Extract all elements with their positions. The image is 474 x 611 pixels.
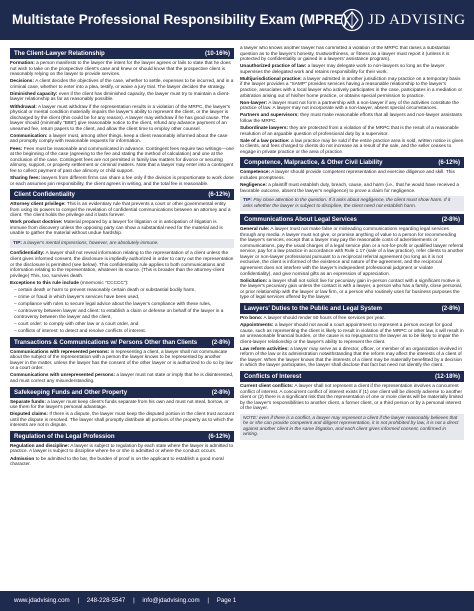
- footer-website[interactable]: www.jdadvising.com: [14, 597, 70, 604]
- rule-paragraph: [10, 202, 234, 219]
- rule-paragraph: [10, 373, 234, 384]
- rule-text: A lawyer should render 50 hours of free services per year.: [263, 315, 385, 321]
- section-header: [240, 214, 464, 225]
- rule-text: they must make reasonable efforts that all lawyers and non-lawyer assistants follow the MRPC.: [240, 113, 462, 124]
- footer-email[interactable]: info@jdadvising.com: [142, 597, 200, 604]
- exception-item: – court order: to comply with other law or a court order, and: [14, 322, 139, 327]
- rule-paragraph: [10, 444, 234, 455]
- rule-text: A lawyer shall not represent a client if the representation involves a concurrent conflict of interest. A concurrent conflict of interest exists if (1) one client will be directly adverse to another client or (2) there is a significant risk that the representation of one or more clients will be materially limited by the lawyer's responsibilities to another client, a former client, or a third person or by a personal interest of the lawyer.: [240, 384, 463, 412]
- rule-text: (mnemonic "CCCCC"):: [80, 280, 129, 286]
- section-weight: (6-12%): [438, 159, 460, 167]
- section-header: [10, 337, 234, 348]
- rule-paragraph: [240, 113, 464, 124]
- logo-mark-icon: [340, 8, 364, 32]
- rule-text: A lawyer must not make false or misleading communications regarding legal services through any media. A lawyer must not give, or promise anything of value to a person for recommending the lawyer's services, except that a lawyer may pay the reasonable costs of advertisements or communications, pay the usual charges of a legal service plan or a not-for-profit or qualified lawyer referral service, pay for a law practice in accordance with Rule 1.17 (sale of a law practice), refer clients to another lawyer or non-lawyer professional pursuant to a reciprocal referral agreement (so long as it is not exclusive, the client is informed of the existence and nature of the agreement, and the reciprocal agreement does not interfere with the lawyer's independent professional judgment or violate confidentiality), and give nominal gifts as an expression of appreciation.: [240, 227, 464, 277]
- rule-text: a lawyer who knows another lawyer has committed a violation of the MRPC that raises a substantial question as to the lawyer's honesty, trustworthiness, or fitness as a lawyer must report it (unless it is protected by confidentiality or gained in a lawyers' assistance program).: [240, 46, 450, 63]
- rule-paragraph: [10, 176, 234, 187]
- rule-term: Communication:: [10, 133, 48, 139]
- rule-term: Current client conflicts:: [240, 384, 294, 389]
- page-footer: [0, 591, 474, 611]
- rule-text: A lawyer must not form a partnership with a non-lawyer if any of the activities constitute the practice of law. A lawyer may not incorporate with a non-lawyer, absent special circumstances.: [240, 100, 459, 112]
- rule-text: a lawyer may serve as a director, officer, or member of an organization involved in reform of the law or its administration notwithstanding that the reform may affect the interests of a client of the lawyer. When the lawyer knows that the interests of a client may be materially benefitted by a decision in which the lawyer participates, the lawyer shall disclose that fact but need not identify the client.: [240, 346, 463, 369]
- footer-separator: |: [133, 597, 135, 604]
- rule-text: a lawyer admitted in another jurisdiction may practice on a temporary basis if the lawyer provides a "SAMP" provides services having a reasonable relationship to the lawyer's practice, associates with a local lawyer who actively participates in the case, participates in a mediation or arbitration arising out of his/her home practice, or obtains special permission to practice.: [240, 76, 463, 99]
- rule-text: a person manifests to the lawyer the intent for the lawyer agrees or fails to state that he does not wish to take on the prospective client's case and knew or should know that the prospective client is reasonably relying on the lawyer to provide services.: [10, 61, 231, 78]
- tip-label: TIP:: [13, 240, 22, 246]
- rule-paragraph: [240, 183, 464, 194]
- exception-item: – conflicts of interest: to detect and resolve conflicts of interest.: [14, 329, 147, 335]
- rule-text: a lawyer should not avoid a court appointment to represent a person except for good cause, such as representing the client is likely to result in violation of the MRPC or other law, it will result in an unreasonable financial burden, or the cause is so repugnant to the lawyer as to be likely to impair the client-lawyer relationship or the lawyer's ability to represent the client.: [240, 323, 464, 345]
- right-column: [240, 46, 464, 584]
- rule-paragraph: [240, 323, 464, 345]
- rule-paragraph: [10, 105, 234, 133]
- rule-term: Disputed claims:: [10, 412, 49, 418]
- rule-term: Regulation and discipline:: [10, 443, 70, 449]
- footer-page-number: Page 1: [216, 597, 237, 604]
- section-weight: (2-8%): [441, 216, 460, 224]
- rule-paragraph: [10, 457, 234, 468]
- section-title: The Client-Lawyer Relationship: [14, 50, 105, 57]
- rule-text: Fees must be reasonable and communicated in advance. Contingent fees require two writings—one at the beginning of the case (agreeing to the fee and stating the method of calculation) and one at the conclusion of the case. Contingent fees are not permitted in family law matters for divorce or securing alimony, support, or property settlement or criminal matters. Note that a lawyer may enter into a contingent fee to collect payment of past due alimony or child support.: [10, 146, 234, 174]
- section-header: [10, 431, 234, 442]
- section-weight: (2-8%): [441, 304, 460, 312]
- section-weight: (2-8%): [211, 388, 230, 396]
- tip-text: Pay close attention to the question. If it asks about negligence, the client must show harm. If it asks whether the lawyer is subject to discipline, the client need not establish harm.: [243, 198, 451, 209]
- rule-text: A lawyer is subject to regulation by each state where the lawyer is admitted to practice. A lawyer is subject to discipline where he or she is admitted or where the conduct occurs.: [10, 443, 234, 455]
- rule-text: even if the client has diminished capacity, the lawyer must try to maintain a client-lawyer relationship as far as reasonably possible.: [10, 91, 230, 103]
- rule-paragraph: [240, 279, 464, 301]
- rule-term: Pro bono:: [240, 315, 263, 321]
- section-weight: (6-12%): [208, 432, 230, 440]
- section-header: [10, 387, 234, 398]
- rule-term: Formation:: [10, 61, 35, 66]
- rule-paragraph: [10, 251, 234, 279]
- rule-paragraph: [240, 347, 464, 369]
- rule-term: Partners and supervisors:: [240, 113, 299, 119]
- section-weight: (12-18%): [434, 373, 460, 380]
- jd-advising-logo: [340, 7, 466, 33]
- section-header: [240, 157, 464, 168]
- rule-paragraph: [240, 170, 464, 181]
- rule-term: Sharing fees:: [10, 175, 41, 181]
- exception-item: – compliance with rules to secure legal advice about the lawyer's compliance with these rules,: [14, 302, 212, 308]
- tip-box: [10, 239, 234, 249]
- footer-separator: |: [77, 597, 80, 604]
- rule-text: a plaintiff must establish duty, breach, cause, and harm (i.e., that he would have received a favorable outcome, absent the lawyer's negligence) to prove a claim for negligence.: [240, 183, 459, 194]
- rule-text: A client decides the objectives of the case, whether to settle, expenses to be incurred, and in a criminal case, whether to enter into a plea, testify, or waive a jury trial. The lawyer decides the strategy.: [10, 79, 234, 90]
- section-title: Lawyers' Duties to the Public and Legal System: [244, 304, 382, 312]
- rule-paragraph: [240, 316, 464, 322]
- rule-term: Communications with represented persons:: [10, 349, 110, 355]
- rule-term: Non-lawyer:: [240, 100, 268, 106]
- section-header: [10, 48, 234, 59]
- rule-text: A lawyer shall not reveal information relating to the representation of a client unless the client gives informed consent, the disclosure is impliedly authorized in order to carry out the representation or the disclosure is permitted (see below). This confidentiality rule applies to both communications and information relating to the representation, whatever its source. (This is broader than the attorney-client privilege) This, too, survives death.: [10, 251, 234, 279]
- rule-paragraph: [10, 400, 234, 411]
- rule-paragraph: [10, 79, 234, 90]
- rule-paragraph: [10, 147, 234, 175]
- tip-label: TIP:: [243, 198, 252, 204]
- rule-term: Multijurisdictional practice:: [240, 76, 302, 82]
- rule-term: Withdrawal:: [10, 104, 37, 110]
- section-weight: (6-12%): [208, 191, 230, 199]
- tip-text: a lawyer's mental impressions, however, are absolutely immune.: [23, 240, 159, 246]
- rule-paragraph: [240, 77, 464, 99]
- section-header: [240, 371, 464, 382]
- rule-text: This is an evidentiary rule that prevents a court or other governmental entity from using its powers to compel the revelation of confidential communications between an attorney and a client. The client holds the privilege and it lasts forever.: [10, 202, 231, 219]
- rule-term: Decisions:: [10, 79, 35, 85]
- document-title: Multistate Professional Responsibility Exam (MPRE): [12, 12, 348, 27]
- rule-term: Work product doctrine:: [10, 220, 63, 226]
- rule-text: to be admitted to the bar, the burden of proof is on the applicant to establish a good moral character.: [10, 456, 224, 468]
- rule-term: Separate funds:: [10, 399, 46, 405]
- section-weight: (2-8%): [211, 338, 230, 346]
- tip-box: [240, 196, 464, 211]
- rule-paragraph: [10, 92, 234, 103]
- rule-text: Material prepared by a lawyer for litigation or in anticipation of litigation is immune from discovery unless the opposing party can show a substantial need for the material and is unable to gather the material without undue hardship.: [10, 220, 223, 237]
- rule-paragraph: [240, 64, 464, 75]
- rule-text: A lawyer must withdraw if the representation results in a violation of the MRPC, the lawyer's physical or mental condition materially impairs the lawyer's ability to represent the client, or the lawyer is discharged by the client (this could be for any reason). A lawyer may withdraw if he has good cause. The lawyer should (minimally "B88") give reasonable notice to the client, refund any advance payment of an unearned fee, return papers to the client, and allow the client time to employ other counsel.: [10, 104, 230, 132]
- rule-text: A lawyer should provide competent representation and exercise diligence and skill. This includes promptness.: [240, 170, 455, 181]
- rule-text: they are protected from a violation of the MRPC that is the result of a reasonable resolution of an arguable question of professional duty by a supervisor.: [240, 126, 459, 137]
- rule-term: Subordinate lawyers:: [240, 126, 289, 132]
- exception-item: – certain death or harm to prevent reasonably certain death or substantial bodily harm,: [14, 287, 196, 293]
- section-header: [240, 303, 464, 314]
- page-header: [0, 0, 474, 40]
- rule-term: Admission: [10, 456, 35, 462]
- rule-paragraph: [10, 350, 234, 372]
- rule-term: Sale of a law practice:: [240, 138, 290, 144]
- section-title: Communications About Legal Services: [244, 216, 357, 224]
- rule-text: a lawyer must keep client's funds separate from his own and must not steal, borrow, or use them for the lawyer's personal advantage.: [10, 399, 229, 411]
- rule-term: Competence:: [240, 170, 271, 176]
- section-title: Transactions & Communications w/ Persons Other than Clients: [14, 338, 198, 346]
- rule-text: a law practice may be sold if the entire practice area is sold, written notice is given to clients, and fees charged to clients do not increase as a result of the sale, and the seller ceases to engage in private practice or the area of practice.: [240, 138, 464, 155]
- rule-term: Unauthorized practice of law:: [240, 64, 307, 70]
- footer-phone[interactable]: 248-228-5547: [86, 597, 126, 604]
- rule-term: Negligence:: [240, 183, 267, 189]
- section-title: Safekeeping Funds and Other Property: [14, 388, 128, 396]
- rule-text: a lawyer must not state or imply that he is disinterested, and must correct any misunderstanding.: [10, 373, 234, 385]
- rule-term: Solicitation:: [240, 278, 268, 284]
- rule-text: If there is a dispute, the lawyer must keep the disputed portion in the client trust account until the dispute is resolved. The lawyer shall promptly distribute all portions of the property as to which the interests are not in dispute.: [10, 412, 234, 429]
- rule-paragraph: [240, 101, 464, 112]
- rule-paragraph: [240, 126, 464, 137]
- rule-term: Appointments:: [240, 323, 274, 329]
- rule-term: Exceptions to this rule include: [10, 280, 79, 286]
- rule-term: Diminished capacity:: [10, 91, 58, 97]
- rule-term: Fees:: [10, 146, 23, 152]
- rule-term: Law reform activities:: [240, 346, 289, 352]
- rule-text: a lawyer must, among other things, keep a client reasonably informed about the case and promptly comply with reasonable requests for information.: [10, 133, 228, 145]
- rule-paragraph: [10, 412, 234, 429]
- rule-term: General rule:: [240, 227, 270, 233]
- rule-term: Attorney client privilege:: [10, 202, 66, 208]
- footer-text: [14, 597, 236, 604]
- footer-separator: |: [207, 597, 209, 604]
- rule-text: lawyers from different firms can share a fee only if the division is proportionate to work done or each assumes join responsibility, the client agrees in writing, and the total fee is reasonable.: [10, 175, 234, 187]
- exception-item: – crime or fraud in which lawyer's services have been used,: [14, 295, 140, 301]
- left-column: [10, 46, 234, 584]
- rule-paragraph: [10, 134, 234, 145]
- section-title: Client Confidentiality: [14, 191, 75, 199]
- rule-paragraph: [10, 61, 234, 78]
- section-title: Regulation of the Legal Profession: [14, 432, 115, 440]
- exception-item: – controversy between lawyer and client: to establish a claim or defense on behalf of the lawyer in a controversy between the lawyer and the client,: [14, 309, 224, 320]
- rule-paragraph: [240, 227, 464, 277]
- rule-term: Communications with unrepresented persons:: [10, 373, 116, 379]
- section-weight: (10-16%): [204, 50, 230, 57]
- note-box: NOTE: even if there is a conflict, a lawyer may represent a client if the lawyer reasonably believes that he or she can provide competent and diligent representation, it is not prohibited by law, it is not a direct against another client in the same litigation, and each client gives informed consent, confirmed in writing.: [240, 414, 464, 440]
- section-header: [10, 189, 234, 200]
- section-title: Conflicts of Interest: [244, 373, 302, 380]
- rule-paragraph: [10, 281, 234, 287]
- rule-paragraph: [240, 139, 464, 156]
- rule-text: a lawyer shall not solicit live for pecuniary gain in-person contact with a significant motive is the lawyer's pecuniary gain unless the contact is with a lawyer, a person who has a family, close personal, or prior relationship with the lawyer or law firm, or a person who routinely uses for business purposes the type of legal services offered by the lawyer.: [240, 278, 463, 301]
- rule-term: Confidentiality:: [10, 251, 45, 257]
- section-title: Competence, Malpractice, & Other Civil Liability: [244, 159, 383, 167]
- rule-text: in representing a client, a lawyer shall not communicate about the subject of the representation with a person the lawyer knows to be represented by another lawyer in the matter, unless the lawyer has the consent of the other lawyer or is authorized to do so by law or a court order.: [10, 349, 233, 372]
- rule-paragraph: [240, 384, 464, 412]
- rule-paragraph: [240, 46, 464, 63]
- rule-text: a lawyer may delegate work to non-lawyers so long as the lawyer supervises the delegated work and retains responsibility for their work.: [240, 64, 445, 75]
- logo-text: JD ADVISING: [368, 12, 466, 28]
- rule-paragraph: [10, 220, 234, 237]
